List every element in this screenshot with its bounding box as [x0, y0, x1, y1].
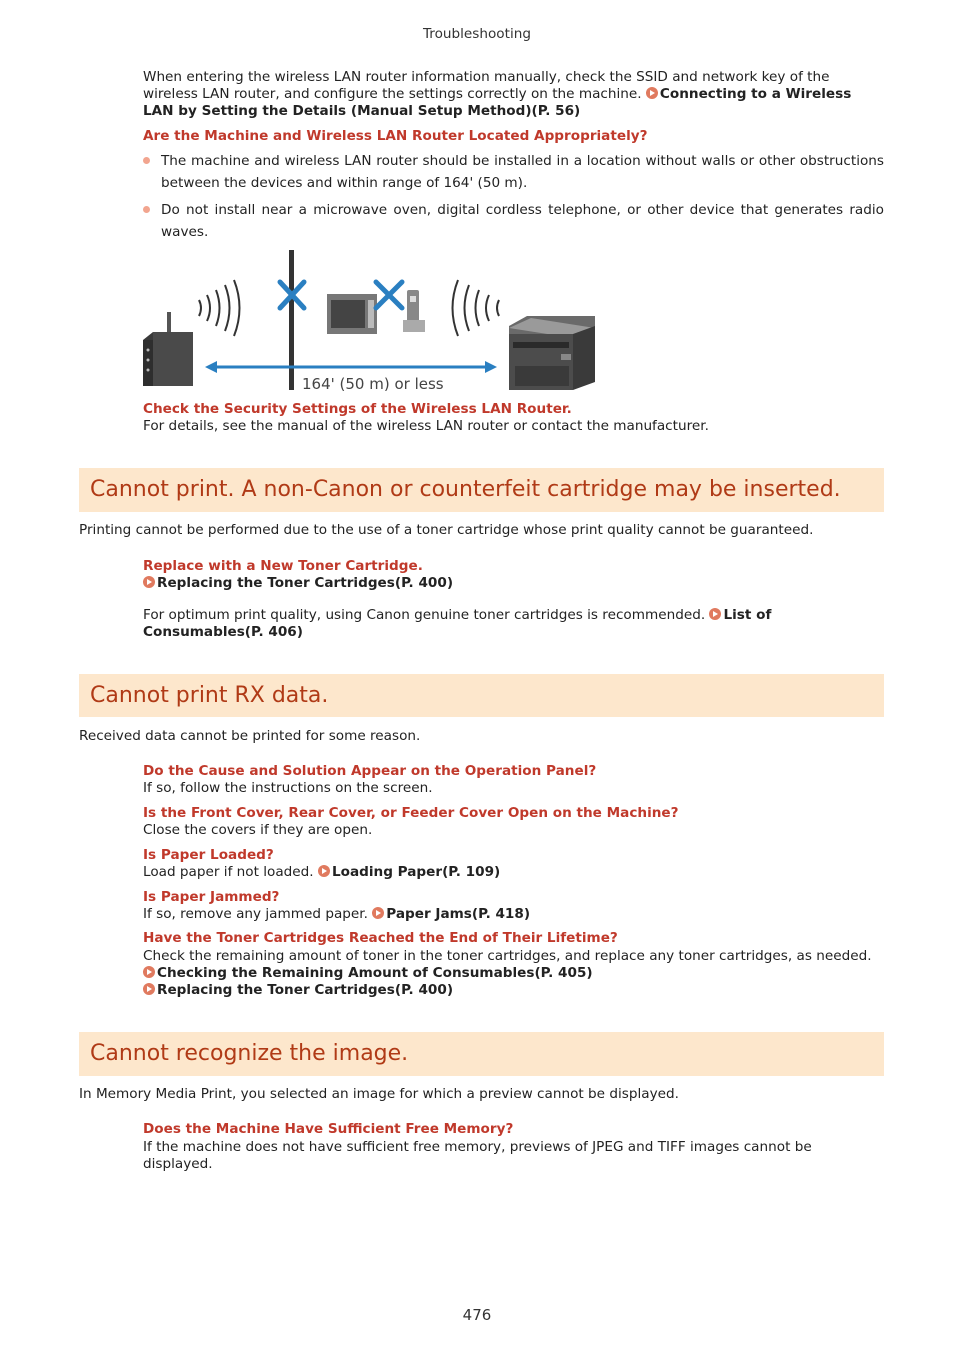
- genuine-cartridges-text: For optimum print quality, using Canon genuine toner cartridges is recommended.: [143, 607, 710, 623]
- question-free-memory: Does the Machine Have Sufficient Free Memory?: [143, 1121, 514, 1137]
- bullet-item: [143, 150, 884, 194]
- link-arrow-icon: [143, 983, 155, 995]
- bullet-icon: [143, 206, 150, 213]
- link-arrow-icon: [143, 966, 155, 978]
- section-intro: Received data cannot be printed for some reason.: [79, 728, 421, 744]
- cross-icon: [376, 282, 402, 308]
- wall-icon: [289, 250, 294, 390]
- question-location: Are the Machine and Wireless LAN Router Located Appropriately?: [143, 128, 648, 144]
- link-arrow-icon: [318, 865, 330, 877]
- answer-cover-open: Close the covers if they are open.: [143, 822, 373, 838]
- distance-arrow: [205, 361, 497, 373]
- link-line: [143, 575, 884, 592]
- section-title: Cannot print RX data.: [79, 674, 884, 717]
- link-arrow-icon: [372, 907, 384, 919]
- signal-waves-icon: [199, 280, 240, 336]
- link-arrow-icon: [143, 576, 155, 588]
- section-title: Cannot print. A non-Canon or counterfeit cartridge may be inserted.: [79, 468, 884, 512]
- bullet-text: Do not install near a microwave oven, digital cordless telephone, or other device that generates radio waves.: [161, 202, 884, 240]
- question-replace: Replace with a New Toner Cartridge.: [143, 558, 423, 574]
- replacing-cartridges-link[interactable]: Replacing the Toner Cartridges(P. 400): [157, 575, 454, 591]
- question-paper-loaded: Is Paper Loaded?: [143, 847, 274, 863]
- answer-text: If so, remove any jammed paper.: [143, 906, 373, 922]
- answer-paper-jammed: [143, 906, 884, 923]
- answer-free-memory: If the machine does not have sufficient free memory, previews of JPEG and TIFF images cannot be displayed.: [143, 1139, 812, 1172]
- bullet-icon: [143, 157, 150, 164]
- router-placement-figure: [143, 248, 598, 396]
- answer-operation-panel: If so, follow the instructions on the screen.: [143, 780, 433, 796]
- link-line: [143, 965, 884, 982]
- section-intro: Printing cannot be performed due to the use of a toner cartridge whose print quality cannot be guaranteed.: [79, 522, 814, 538]
- manual-setup-paragraph: [143, 69, 884, 120]
- section-intro: In Memory Media Print, you selected an image for which a preview cannot be displayed.: [79, 1086, 679, 1102]
- remaining-consumables-link[interactable]: Checking the Remaining Amount of Consumables(P. 405): [157, 965, 593, 981]
- running-header: Troubleshooting: [423, 26, 531, 42]
- paper-jams-link[interactable]: Paper Jams(P. 418): [386, 906, 531, 922]
- question-operation-panel: Do the Cause and Solution Appear on the Operation Panel?: [143, 763, 597, 779]
- microwave-icon: [327, 294, 377, 334]
- router-icon: [143, 312, 193, 386]
- signal-waves-icon: [453, 280, 500, 336]
- section-title: Cannot recognize the image.: [79, 1032, 884, 1076]
- link-line: [143, 982, 884, 999]
- link-arrow-icon: [709, 608, 721, 620]
- link-arrow-icon: [646, 87, 658, 99]
- printer-icon: [509, 316, 595, 390]
- question-toner-lifetime: Have the Toner Cartridges Reached the End of Their Lifetime?: [143, 930, 618, 946]
- replacing-cartridges-link[interactable]: Replacing the Toner Cartridges(P. 400): [157, 982, 454, 998]
- answer-toner-lifetime: Check the remaining amount of toner in the toner cartridges, and replace any toner cartridges, as needed.: [143, 948, 872, 964]
- answer-security: For details, see the manual of the wireless LAN router or contact the manufacturer.: [143, 418, 709, 434]
- consumables-link[interactable]: List of Consumables(P. 406): [143, 607, 772, 640]
- manual-setup-link[interactable]: Connecting to a Wireless LAN by Setting the Details (Manual Setup Method)(P. 56): [143, 86, 852, 119]
- answer-text: Load paper if not loaded.: [143, 864, 318, 880]
- cordless-phone-icon: [403, 290, 425, 332]
- answer-paper-loaded: [143, 864, 884, 881]
- bullet-item: [143, 199, 884, 243]
- genuine-cartridges-paragraph: [143, 607, 884, 641]
- question-paper-jammed: Is Paper Jammed?: [143, 889, 280, 905]
- question-security: Check the Security Settings of the Wireless LAN Router.: [143, 401, 572, 417]
- page-number: 476: [462, 1306, 492, 1324]
- question-cover-open: Is the Front Cover, Rear Cover, or Feeder Cover Open on the Machine?: [143, 805, 679, 821]
- loading-paper-link[interactable]: Loading Paper(P. 109): [331, 864, 501, 880]
- distance-label: 164' (50 m) or less: [302, 375, 444, 393]
- bullet-text: The machine and wireless LAN router should be installed in a location without walls or other obstructions between the devices and within range of 164' (50 m).: [161, 153, 884, 191]
- manual-setup-text: When entering the wireless LAN router information manually, check the SSID and network key of the wireless LAN router, and configure the settings correctly on the machine.: [143, 69, 830, 102]
